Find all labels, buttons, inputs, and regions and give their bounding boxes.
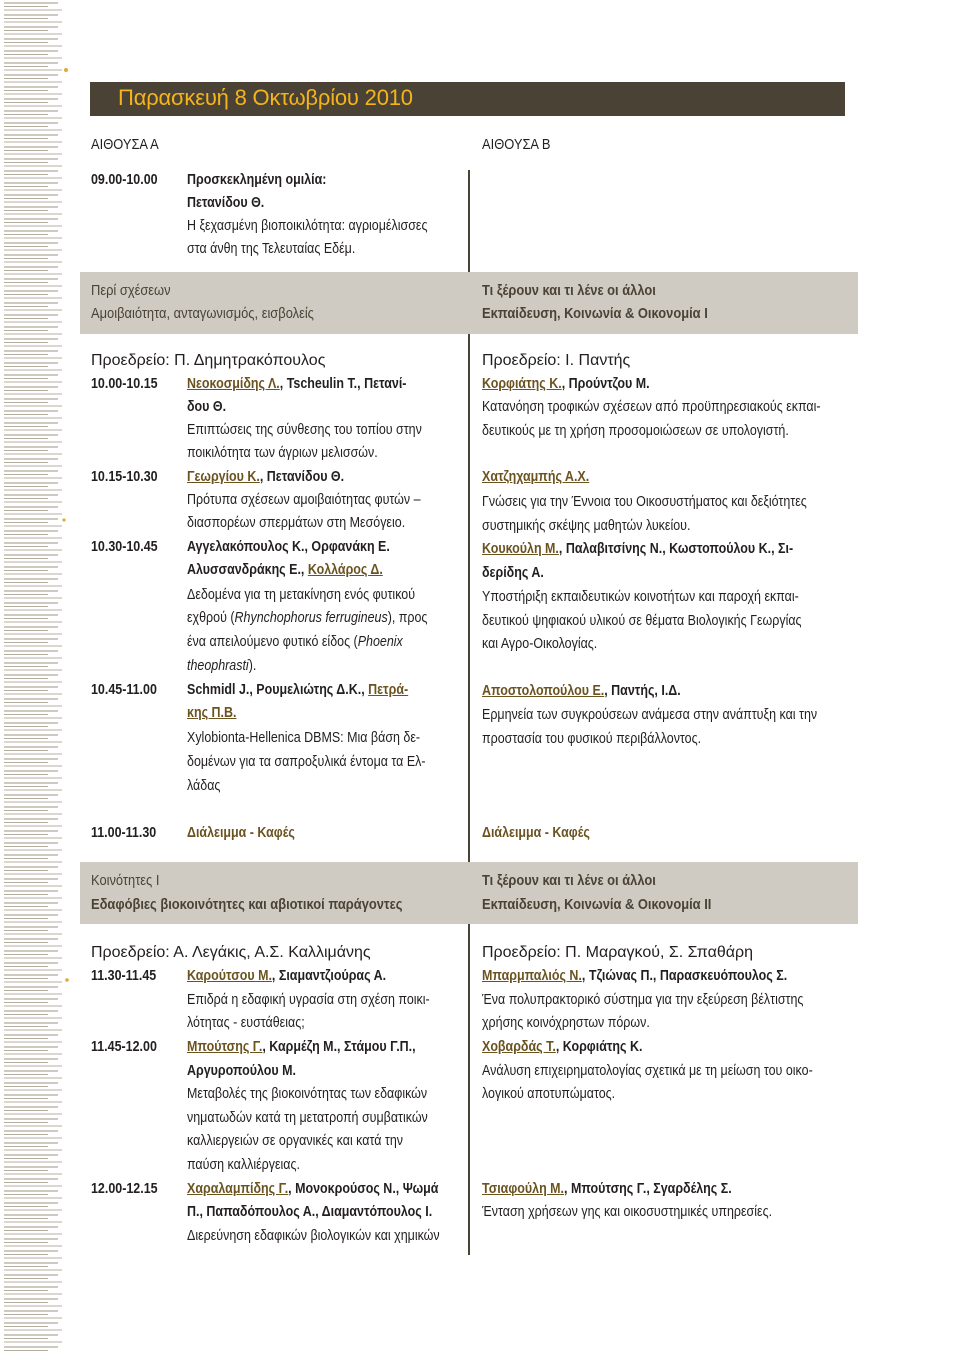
talk-title: Η ξεχασμένη βιοποικιλότητα: αγριομέλισσες xyxy=(187,218,428,234)
talk-title: λογικού αποτυπώματος. xyxy=(482,1086,616,1102)
talk-title: ποικιλότητα των άγριων μελισσών. xyxy=(187,445,378,461)
authors: Χατζηχαμπής Α.Χ. xyxy=(482,469,590,485)
break-label: Διάλειμμα - Καφές xyxy=(482,825,590,841)
talk-title: στα άνθη της Τελευταίας Εδέμ. xyxy=(187,241,356,257)
session-subtitle: Αμοιβαιότητα, ανταγωνισμός, εισβολείς xyxy=(91,305,314,322)
authors: δου Θ. xyxy=(187,399,227,415)
authors: Αγγελακόπουλος Κ., Ορφανάκη Ε. xyxy=(187,539,390,555)
talk-title: Μεταβολές της βιοκοινότητας των εδαφικών xyxy=(187,1086,428,1102)
talk-title: Κατανόηση τροφικών σχέσεων από προϋπηρεσιακούς εκπαι- xyxy=(482,399,821,415)
date-banner xyxy=(90,82,845,116)
talk-title: συστημικής σκέψης μαθητών λυκείου. xyxy=(482,518,691,534)
session-title: Τι ξέρουν και τι λένε οι άλλοι xyxy=(482,282,656,299)
session-chair: Προεδρείο: Α. Λεγάκις, Α.Σ. Καλλιμάνης xyxy=(91,944,371,961)
authors: Αλυσσανδράκης Ε., Κολλάρος Δ. xyxy=(187,562,383,578)
time-slot: 10.15-10.30 xyxy=(91,469,158,485)
authors: Νεοκοσμίδης Λ., Tscheulin T., Πετανί- xyxy=(187,376,407,392)
authors: Μπαρμπαλιός Ν., Τζιώνας Π., Παρασκευόπουλος Σ. xyxy=(482,968,788,984)
authors: Αργυροπούλου Μ. xyxy=(187,1063,296,1079)
authors: δερίδης Α. xyxy=(482,565,544,581)
authors: Τσιαφούλη Μ., Μπούτσης Γ., Σγαρδέλης Σ. xyxy=(482,1181,732,1197)
session-chair: Προεδρείο: Π. Δημητρακόπουλος xyxy=(91,352,326,369)
session-chair: Προεδρείο: Π. Μαραγκού, Σ. Σπαθάρη xyxy=(482,944,754,961)
talk-title: χρήσης κοινόχρηστων πόρων. xyxy=(482,1015,650,1031)
session-subtitle: Εδαφόβιες βιοκοινότητες και αβιοτικοί παράγοντες xyxy=(91,896,403,913)
invited-speaker: Πετανίδου Θ. xyxy=(187,195,265,211)
authors: Schmidl J., Ρουμελιώτης Δ.Κ., Πετρά- xyxy=(187,682,409,698)
talk-title: νηματωδών κατά τη μετατροπή συμβατικών xyxy=(187,1110,428,1126)
authors: Μπούτσης Γ., Καρμέζη Μ., Στάμου Γ.Π., xyxy=(187,1039,416,1055)
decorative-border xyxy=(0,0,72,1351)
session-chair: Προεδρείο: Ι. Παντής xyxy=(482,352,631,369)
authors: Π., Παπαδόπουλος Α., Διαμαντόπουλος Ι. xyxy=(187,1204,433,1220)
session-title: Κοινότητες Ι xyxy=(91,872,160,889)
talk-title: προστασία του φυσικού περιβάλλοντος. xyxy=(482,731,702,747)
talk-title: δευτικού ψηφιακού υλικού σε θέματα Βιολογικής Γεωργίας xyxy=(482,613,802,629)
talk-title: ένα απειλούμενο φυτικό είδος (Phoenix xyxy=(187,634,403,650)
banner-date: Παρασκευή 8 Οκτωβρίου 2010 xyxy=(118,85,413,110)
authors: Κουκούλη Μ., Παλαβιτσίνης Ν., Κωστοπούλου Κ., Σι- xyxy=(482,541,794,557)
hall-b-label: ΑΙΘΟΥΣΑ Β xyxy=(482,136,551,153)
session-title: Περί σχέσεων xyxy=(91,282,171,299)
hall-a-label: ΑΙΘΟΥΣΑ Α xyxy=(91,136,159,153)
talk-title: Επιδρά η εδαφική υγρασία στη σχέση ποικι- xyxy=(187,992,430,1008)
session-title: Τι ξέρουν και τι λένε οι άλλοι xyxy=(482,872,656,889)
time-slot: 11.30-11.45 xyxy=(91,968,157,984)
talk-title: δευτικούς με τη χρήση προσομοιώσεων σε υπολογιστή. xyxy=(482,423,789,439)
break-label: Διάλειμμα - Καφές xyxy=(187,825,295,841)
talk-title: διασπορέων σπερμάτων στη Μεσόγειο. xyxy=(187,515,406,531)
authors: Γεωργίου Κ., Πετανίδου Θ. xyxy=(187,469,345,485)
talk-title: Ένταση χρήσεων γης και οικοσυστημικές υπηρεσίες. xyxy=(482,1204,773,1220)
talk-title: και Αγρο-Οικολογίας. xyxy=(482,636,598,652)
authors: κης Π.Β. xyxy=(187,705,237,721)
talk-title: καλλιεργειών σε οργανικές και κατά την xyxy=(187,1133,403,1149)
talk-title: Ερμηνεία των συγκρούσεων ανάμεσα στην ανάπτυξη και την xyxy=(482,707,818,723)
talk-title: Διερεύνηση εδαφικών βιολογικών και χημικών xyxy=(187,1228,440,1244)
time-slot: 10.00-10.15 xyxy=(91,376,158,392)
talk-title: Πρότυπα σχέσεων αμοιβαιότητας φυτών – xyxy=(187,492,421,508)
time-slot: 11.45-12.00 xyxy=(91,1039,157,1055)
talk-title: λότητας - ευστάθειας; xyxy=(187,1015,305,1031)
time-slot: 12.00-12.15 xyxy=(91,1181,158,1197)
talk-title: Επιπτώσεις της σύνθεσης του τοπίου στην xyxy=(187,422,422,438)
talk-title: λάδας xyxy=(187,778,221,794)
talk-title: Ένα πολυπρακτορικό σύστημα για την εξεύρεση βέλτιστης xyxy=(482,992,804,1008)
talk-title: Ανάλυση επιχειρηματολογίας σχετικά με τη μείωση του οικο- xyxy=(482,1063,813,1079)
talk-title: παύση καλλιέργειας. xyxy=(187,1157,300,1173)
authors: Κορφιάτης Κ., Προύντζου Μ. xyxy=(482,376,650,392)
authors: Χοβαρδάς Τ., Κορφιάτης Κ. xyxy=(482,1039,643,1055)
session-subtitle: Εκπαίδευση, Κοινωνία & Οικονομία ΙΙ xyxy=(482,896,712,913)
talk-title: Υποστήριξη εκπαιδευτικών κοινοτήτων και παροχή εκπαι- xyxy=(482,589,799,605)
authors: Καρούτσου Μ., Σιαμαντζιούρας Α. xyxy=(187,968,387,984)
invited-heading: Προσκεκλημένη ομιλία: xyxy=(187,172,327,188)
time-slot: 10.45-11.00 xyxy=(91,682,157,698)
talk-title: Δεδομένα για τη μετακίνηση ενός φυτικού xyxy=(187,587,416,603)
time-slot: 10.30-10.45 xyxy=(91,539,158,555)
time-slot: 09.00-10.00 xyxy=(91,172,158,188)
authors: Αποστολοπούλου Ε., Παντής, Ι.Δ. xyxy=(482,683,681,699)
talk-title: Γνώσεις για την Έννοια του Οικοσυστήματος και δεξιότητες xyxy=(482,494,807,510)
session-subtitle: Εκπαίδευση, Κοινωνία & Οικονομία Ι xyxy=(482,305,708,322)
talk-title: Xylobionta-Hellenica DBMS: Μια βάση δε- xyxy=(187,730,421,746)
talk-title: theophrasti). xyxy=(187,658,257,674)
talk-title: δομένων για τα σαπροξυλικά έντομα τα Ελ- xyxy=(187,754,426,770)
authors: Χαραλαμπίδης Γ., Μονοκρούσος Ν., Ψωμά xyxy=(187,1181,439,1197)
time-slot: 11.00-11.30 xyxy=(91,825,157,841)
talk-title: εχθρού (Rhynchophorus ferrugineus), προς xyxy=(187,610,428,626)
